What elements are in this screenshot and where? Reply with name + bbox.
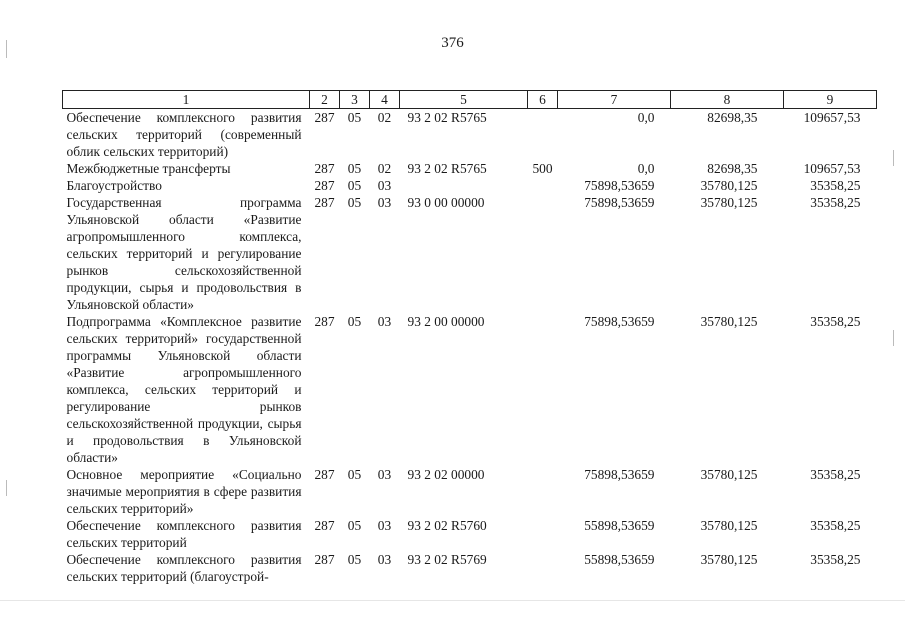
row-section-code: 05 — [347, 314, 362, 329]
row-amount-col9: 35358,25 — [810, 552, 861, 567]
row-amount-col8: 35780,125 — [700, 467, 758, 482]
table-row — [63, 466, 877, 517]
row-name: Обеспечение комплексного развития сельских территорий (благоустрой- — [66, 552, 302, 584]
row-amount-col9: 109657,53 — [803, 110, 861, 125]
table-row — [63, 194, 877, 313]
row-amount-col8: 35780,125 — [700, 314, 758, 329]
row-ministry-code: 287 — [314, 314, 335, 329]
row-subsection-code: 02 — [377, 161, 392, 176]
row-ministry-code: 287 — [314, 195, 335, 210]
table-row — [63, 517, 877, 551]
row-amount-col8: 35780,125 — [700, 552, 758, 567]
row-section-code: 05 — [347, 161, 362, 176]
row-section-code: 05 — [347, 518, 362, 533]
column-header: 9 — [784, 91, 877, 109]
scan-edge-mark — [893, 330, 894, 346]
row-section-code: 05 — [347, 195, 362, 210]
row-name: Межбюджетные трансферты — [66, 161, 231, 176]
row-ministry-code: 287 — [314, 161, 335, 176]
row-target-article: 93 0 00 00000 — [407, 195, 485, 210]
row-expense-type — [528, 517, 558, 551]
row-expense-type — [528, 194, 558, 313]
row-subsection-code: 03 — [377, 195, 392, 210]
row-expense-type — [528, 313, 558, 466]
row-subsection-code: 03 — [377, 518, 392, 533]
page-number: 376 — [441, 35, 464, 51]
row-subsection-code: 03 — [377, 552, 392, 567]
table-row — [63, 109, 877, 161]
row-amount-col7: 75898,53659 — [584, 178, 655, 193]
row-section-code: 05 — [347, 110, 362, 125]
row-amount-col9: 35358,25 — [810, 518, 861, 533]
row-name: Подпрограмма «Комплексное развитие сельских территорий» государственной программы Ульяновской области «Развитие агропромышленного комплекса, сельских территорий и регулирование рынков сельскохозяйственной продукции, сырья и продовольствия в Ульяновской области» — [66, 314, 302, 465]
row-amount-col7: 75898,53659 — [584, 467, 655, 482]
row-amount-col9: 35358,25 — [810, 314, 861, 329]
row-target-article: 93 2 02 R5765 — [407, 161, 487, 176]
row-amount-col9: 35358,25 — [810, 178, 861, 193]
row-amount-col9: 109657,53 — [803, 161, 861, 176]
row-target-article: 93 2 02 R5769 — [407, 552, 487, 567]
row-section-code: 05 — [347, 552, 362, 567]
table-row — [63, 160, 877, 177]
row-ministry-code: 287 — [314, 178, 335, 193]
row-name: Обеспечение комплексного развития сельских территорий — [66, 518, 302, 550]
row-section-code: 05 — [347, 467, 362, 482]
row-amount-col8: 82698,35 — [707, 110, 758, 125]
table-row — [63, 313, 877, 466]
scan-edge-mark — [0, 600, 905, 601]
row-subsection-code: 03 — [377, 178, 392, 193]
row-amount-col9: 35358,25 — [810, 195, 861, 210]
scan-edge-mark — [6, 480, 7, 496]
row-amount-col7: 55898,53659 — [584, 518, 655, 533]
row-target-article: 93 2 02 R5760 — [407, 518, 487, 533]
row-name: Обеспечение комплексного развития сельских территорий (современный облик сельских территорий) — [66, 110, 302, 159]
row-expense-type — [528, 177, 558, 194]
row-target-article: 93 2 02 R5765 — [407, 110, 487, 125]
column-header: 2 — [310, 91, 340, 109]
row-amount-col8: 82698,35 — [707, 161, 758, 176]
budget-table — [62, 90, 877, 585]
column-header: 3 — [340, 91, 370, 109]
scan-edge-mark — [893, 150, 894, 166]
row-amount-col8: 35780,125 — [700, 518, 758, 533]
row-expense-type: 500 — [532, 161, 553, 176]
row-target-article: 93 2 00 00000 — [407, 314, 485, 329]
row-amount-col7: 75898,53659 — [584, 314, 655, 329]
table-row — [63, 551, 877, 585]
row-ministry-code: 287 — [314, 110, 335, 125]
row-target-article: 93 2 02 00000 — [407, 467, 485, 482]
row-expense-type — [528, 551, 558, 585]
row-subsection-code: 03 — [377, 314, 392, 329]
row-name: Основное мероприятие «Социально значимые мероприятия в сфере развития сельских территорий» — [66, 467, 302, 516]
row-expense-type — [528, 466, 558, 517]
column-header: 4 — [370, 91, 400, 109]
row-amount-col7: 0,0 — [637, 110, 655, 125]
row-target-article — [400, 177, 528, 194]
row-amount-col7: 0,0 — [637, 161, 655, 176]
row-section-code: 05 — [347, 178, 362, 193]
row-ministry-code: 287 — [314, 518, 335, 533]
row-amount-col7: 75898,53659 — [584, 195, 655, 210]
row-amount-col7: 55898,53659 — [584, 552, 655, 567]
row-subsection-code: 02 — [377, 110, 392, 125]
row-amount-col9: 35358,25 — [810, 467, 861, 482]
table-row — [63, 177, 877, 194]
column-header: 5 — [400, 91, 528, 109]
table-header-row — [63, 91, 877, 109]
row-subsection-code: 03 — [377, 467, 392, 482]
row-amount-col8: 35780,125 — [700, 195, 758, 210]
row-expense-type — [528, 109, 558, 161]
row-ministry-code: 287 — [314, 552, 335, 567]
row-name: Благоустройство — [66, 178, 162, 193]
row-amount-col8: 35780,125 — [700, 178, 758, 193]
column-header: 8 — [671, 91, 784, 109]
column-header: 6 — [528, 91, 558, 109]
row-name: Государственная программа Ульяновской области «Развитие агропромышленного комплекса, сельских территорий и регулирование рынков сельскохозяйственной продукции, сырья и продовольствия в Ульяновской области» — [66, 195, 302, 312]
column-header: 7 — [558, 91, 671, 109]
row-ministry-code: 287 — [314, 467, 335, 482]
column-header: 1 — [63, 91, 310, 109]
